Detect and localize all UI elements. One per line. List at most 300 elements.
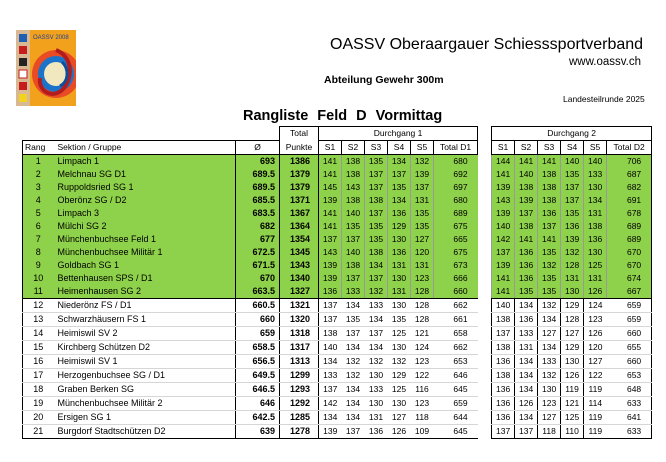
d1-s2-cell: 138 [342, 155, 365, 169]
gap-cell [478, 220, 492, 233]
d1-s4-cell: 130 [388, 299, 411, 313]
d2-s5-cell: 134 [584, 194, 607, 207]
total-d2-cell: 655 [607, 341, 652, 355]
points-cell: 1379 [280, 168, 319, 181]
total-d1-cell: 673 [434, 259, 478, 272]
d1-s1-cell: 139 [319, 194, 342, 207]
d2-s2-cell: 136 [515, 272, 538, 285]
header-d2-s3: S3 [538, 141, 561, 155]
d1-s2-cell: 134 [342, 299, 365, 313]
d2-s4-cell: 121 [561, 397, 584, 411]
d1-s5-cell: 121 [411, 327, 434, 341]
d1-s1-cell: 141 [319, 207, 342, 220]
total-d1-cell: 661 [434, 313, 478, 327]
d2-s2-cell: 135 [515, 285, 538, 299]
total-d2-cell: 706 [607, 155, 652, 169]
d2-s3-cell: 134 [538, 341, 561, 355]
section-cell: Niederönz FS / D1 [54, 299, 236, 313]
website-url[interactable]: www.oassv.ch [569, 56, 642, 68]
average-cell: 663.5 [236, 285, 280, 299]
average-cell: 660 [236, 313, 280, 327]
total-d1-cell: 675 [434, 220, 478, 233]
d1-s3-cell: 138 [365, 194, 388, 207]
section-cell: Limpach 1 [54, 155, 236, 169]
d1-s2-cell: 134 [342, 383, 365, 397]
gap-cell [478, 299, 492, 313]
d1-s1-cell: 137 [319, 383, 342, 397]
d1-s5-cell: 122 [411, 369, 434, 383]
d1-s4-cell: 134 [388, 194, 411, 207]
points-cell: 1292 [280, 397, 319, 411]
section-cell: Oberönz SG / D2 [54, 194, 236, 207]
header-round2: Durchgang 2 [492, 127, 652, 141]
d2-s5-cell: 123 [584, 313, 607, 327]
d1-s3-cell: 137 [365, 181, 388, 194]
d2-s5-cell: 126 [584, 327, 607, 341]
gap-cell [478, 425, 492, 439]
d2-s5-cell: 130 [584, 181, 607, 194]
gap-cell [478, 369, 492, 383]
rank-cell: 12 [23, 299, 54, 313]
d2-s5-cell: 120 [584, 341, 607, 355]
table-row [23, 168, 652, 181]
d1-s3-cell: 132 [365, 355, 388, 369]
points-cell: 1340 [280, 272, 319, 285]
points-cell: 1317 [280, 341, 319, 355]
average-cell: 685.5 [236, 194, 280, 207]
d2-s3-cell: 130 [538, 383, 561, 397]
d2-s1-cell: 141 [492, 272, 515, 285]
d2-s1-cell: 141 [492, 285, 515, 299]
d1-s1-cell: 137 [319, 299, 342, 313]
total-d1-cell: 666 [434, 272, 478, 285]
d2-s3-cell: 123 [538, 397, 561, 411]
section-cell: Melchnau SG D1 [54, 168, 236, 181]
d2-s4-cell: 130 [561, 355, 584, 369]
d1-s4-cell: 132 [388, 355, 411, 369]
d2-s3-cell: 138 [538, 168, 561, 181]
points-cell: 1278 [280, 425, 319, 439]
total-d2-cell: 653 [607, 369, 652, 383]
d1-s5-cell: 128 [411, 285, 434, 299]
d2-s5-cell: 119 [584, 411, 607, 425]
average-cell: 677 [236, 233, 280, 246]
d1-s3-cell: 135 [365, 155, 388, 169]
d1-s4-cell: 135 [388, 181, 411, 194]
header-total-d1: Total D1 [434, 141, 478, 155]
ranking-table [22, 126, 652, 439]
gap-cell [478, 181, 492, 194]
d2-s4-cell: 132 [561, 246, 584, 259]
points-cell: 1386 [280, 155, 319, 169]
d2-s1-cell: 136 [492, 411, 515, 425]
d1-s1-cell: 133 [319, 369, 342, 383]
d2-s1-cell: 142 [492, 233, 515, 246]
section-cell: Münchenbuchsee Militär 2 [54, 397, 236, 411]
header-section: Sektion / Gruppe [54, 141, 236, 155]
d1-s4-cell: 129 [388, 369, 411, 383]
d2-s1-cell: 136 [492, 355, 515, 369]
d2-s3-cell: 132 [538, 369, 561, 383]
d2-s4-cell: 119 [561, 383, 584, 397]
d2-s5-cell: 127 [584, 355, 607, 369]
total-d2-cell: 660 [607, 355, 652, 369]
table-row [23, 246, 652, 259]
d1-s1-cell: 145 [319, 181, 342, 194]
points-cell: 1371 [280, 194, 319, 207]
gap-cell [478, 272, 492, 285]
d2-s1-cell: 143 [492, 194, 515, 207]
total-d2-cell: 633 [607, 397, 652, 411]
total-d2-cell: 659 [607, 299, 652, 313]
section-cell: Schwarzhäusern FS 1 [54, 313, 236, 327]
d2-s2-cell: 134 [515, 299, 538, 313]
d2-s1-cell: 140 [492, 299, 515, 313]
table-row [23, 411, 652, 425]
d1-s2-cell: 138 [342, 168, 365, 181]
table-row [23, 299, 652, 313]
header-total-d2: Total D2 [607, 141, 652, 155]
d1-s3-cell: 137 [365, 327, 388, 341]
total-d1-cell: 660 [434, 285, 478, 299]
total-d1-cell: 658 [434, 327, 478, 341]
gap-cell [478, 411, 492, 425]
d1-s2-cell: 137 [342, 233, 365, 246]
total-d2-cell: 670 [607, 246, 652, 259]
average-cell: 682 [236, 220, 280, 233]
total-d1-cell: 665 [434, 233, 478, 246]
d2-s3-cell: 136 [538, 207, 561, 220]
d1-s1-cell: 138 [319, 327, 342, 341]
total-d2-cell: 689 [607, 233, 652, 246]
d2-s2-cell: 126 [515, 397, 538, 411]
d2-s3-cell: 137 [538, 220, 561, 233]
header-d2-s5: S5 [584, 141, 607, 155]
d2-s1-cell: 136 [492, 383, 515, 397]
table-row [23, 355, 652, 369]
d2-s1-cell: 137 [492, 425, 515, 439]
header-d2-s4: S4 [561, 141, 584, 155]
total-d2-cell: 660 [607, 327, 652, 341]
d2-s2-cell: 134 [515, 355, 538, 369]
rank-cell: 16 [23, 355, 54, 369]
d2-s4-cell: 126 [561, 369, 584, 383]
section-cell: Graben Berken SG [54, 383, 236, 397]
d1-s1-cell: 139 [319, 259, 342, 272]
d2-s3-cell: 127 [538, 327, 561, 341]
d1-s2-cell: 143 [342, 181, 365, 194]
d2-s5-cell: 119 [584, 383, 607, 397]
total-d1-cell: 645 [434, 425, 478, 439]
d1-s3-cell: 135 [365, 233, 388, 246]
d1-s3-cell: 137 [365, 168, 388, 181]
total-d2-cell: 667 [607, 285, 652, 299]
total-d1-cell: 697 [434, 181, 478, 194]
gap-cell [478, 327, 492, 341]
d2-s1-cell: 138 [492, 313, 515, 327]
d2-s2-cell: 140 [515, 168, 538, 181]
points-cell: 1313 [280, 355, 319, 369]
points-cell: 1364 [280, 220, 319, 233]
rank-cell: 21 [23, 425, 54, 439]
d2-s3-cell: 127 [538, 411, 561, 425]
rank-cell: 5 [23, 207, 54, 220]
header-round1: Durchgang 1 [319, 127, 478, 141]
points-cell: 1345 [280, 246, 319, 259]
d2-s4-cell: 128 [561, 313, 584, 327]
total-d2-cell: 633 [607, 425, 652, 439]
d2-s2-cell: 137 [515, 207, 538, 220]
rank-cell: 1 [23, 155, 54, 169]
d1-s1-cell: 136 [319, 285, 342, 299]
rank-cell: 19 [23, 397, 54, 411]
total-d1-cell: 675 [434, 246, 478, 259]
gap-cell [478, 259, 492, 272]
header-d1-s4: S4 [388, 141, 411, 155]
header-d1-s1: S1 [319, 141, 342, 155]
total-d1-cell: 689 [434, 207, 478, 220]
d2-s1-cell: 139 [492, 207, 515, 220]
d2-s3-cell: 138 [538, 194, 561, 207]
d1-s2-cell: 132 [342, 355, 365, 369]
points-cell: 1367 [280, 207, 319, 220]
d2-s5-cell: 126 [584, 285, 607, 299]
average-cell: 656.5 [236, 355, 280, 369]
gap-cell [478, 313, 492, 327]
average-cell: 642.5 [236, 411, 280, 425]
d2-s2-cell: 141 [515, 155, 538, 169]
header-points: Punkte [280, 141, 319, 155]
d2-s5-cell: 119 [584, 425, 607, 439]
average-cell: 660.5 [236, 299, 280, 313]
d1-s3-cell: 131 [365, 411, 388, 425]
d2-s5-cell: 136 [584, 233, 607, 246]
gap-cell [478, 397, 492, 411]
d1-s4-cell: 136 [388, 207, 411, 220]
d2-s4-cell: 131 [561, 272, 584, 285]
d2-s4-cell: 139 [561, 233, 584, 246]
total-d2-cell: 687 [607, 168, 652, 181]
rank-cell: 18 [23, 383, 54, 397]
d2-s3-cell: 135 [538, 285, 561, 299]
d1-s4-cell: 130 [388, 397, 411, 411]
d2-s2-cell: 138 [515, 220, 538, 233]
d2-s4-cell: 136 [561, 220, 584, 233]
d1-s5-cell: 128 [411, 313, 434, 327]
d1-s1-cell: 143 [319, 246, 342, 259]
section-cell: Burgdorf Stadtschützen D2 [54, 425, 236, 439]
d1-s5-cell: 118 [411, 411, 434, 425]
points-cell: 1379 [280, 181, 319, 194]
total-d2-cell: 678 [607, 207, 652, 220]
d2-s5-cell: 140 [584, 155, 607, 169]
d1-s2-cell: 135 [342, 220, 365, 233]
d1-s5-cell: 123 [411, 355, 434, 369]
d1-s4-cell: 130 [388, 233, 411, 246]
d2-s4-cell: 137 [561, 181, 584, 194]
total-d1-cell: 680 [434, 194, 478, 207]
d2-s4-cell: 135 [561, 207, 584, 220]
rank-cell: 2 [23, 168, 54, 181]
organization-title: OASSV Oberaargauer Schiesssportverband [330, 36, 644, 53]
d2-s1-cell: 138 [492, 369, 515, 383]
average-cell: 646 [236, 397, 280, 411]
table-row [23, 425, 652, 439]
rank-cell: 8 [23, 246, 54, 259]
d2-s1-cell: 136 [492, 397, 515, 411]
d2-s2-cell: 139 [515, 194, 538, 207]
d1-s5-cell: 116 [411, 383, 434, 397]
d1-s2-cell: 140 [342, 207, 365, 220]
gap-cell [478, 233, 492, 246]
points-cell: 1299 [280, 369, 319, 383]
d2-s4-cell: 130 [561, 285, 584, 299]
d2-s3-cell: 132 [538, 259, 561, 272]
d2-s2-cell: 133 [515, 327, 538, 341]
d1-s1-cell: 137 [319, 233, 342, 246]
d1-s5-cell: 124 [411, 341, 434, 355]
table-row [23, 220, 652, 233]
total-d2-cell: 674 [607, 272, 652, 285]
table-row [23, 369, 652, 383]
points-cell: 1354 [280, 233, 319, 246]
d2-s3-cell: 141 [538, 155, 561, 169]
gap-cell [478, 168, 492, 181]
d2-s1-cell: 144 [492, 155, 515, 169]
total-d1-cell: 646 [434, 369, 478, 383]
d2-s2-cell: 136 [515, 313, 538, 327]
d1-s2-cell: 134 [342, 411, 365, 425]
d2-s4-cell: 135 [561, 168, 584, 181]
d2-s2-cell: 137 [515, 425, 538, 439]
d1-s3-cell: 130 [365, 369, 388, 383]
table-row [23, 259, 652, 272]
section-cell: Münchenbuchsee Militär 1 [54, 246, 236, 259]
d1-s3-cell: 137 [365, 272, 388, 285]
d1-s4-cell: 126 [388, 425, 411, 439]
d1-s1-cell: 141 [319, 220, 342, 233]
d2-s5-cell: 130 [584, 246, 607, 259]
d1-s4-cell: 135 [388, 313, 411, 327]
d1-s3-cell: 134 [365, 259, 388, 272]
d2-s4-cell: 140 [561, 155, 584, 169]
d1-s3-cell: 135 [365, 220, 388, 233]
points-cell: 1320 [280, 313, 319, 327]
header-d1-s5: S5 [411, 141, 434, 155]
table-row [23, 233, 652, 246]
division-label: Abteilung Gewehr 300m [324, 74, 444, 86]
average-cell: 646.5 [236, 383, 280, 397]
d1-s1-cell: 141 [319, 168, 342, 181]
d2-s3-cell: 135 [538, 272, 561, 285]
d1-s2-cell: 140 [342, 246, 365, 259]
d1-s5-cell: 131 [411, 259, 434, 272]
d2-s5-cell: 131 [584, 272, 607, 285]
d2-s3-cell: 132 [538, 299, 561, 313]
total-d1-cell: 680 [434, 155, 478, 169]
rank-cell: 4 [23, 194, 54, 207]
d2-s5-cell: 124 [584, 299, 607, 313]
header-avg: Ø [236, 141, 280, 155]
d1-s3-cell: 134 [365, 313, 388, 327]
table-row [23, 285, 652, 299]
d2-s5-cell: 133 [584, 168, 607, 181]
d1-s5-cell: 131 [411, 194, 434, 207]
table-row [23, 313, 652, 327]
average-cell: 689.5 [236, 181, 280, 194]
rank-cell: 6 [23, 220, 54, 233]
d1-s2-cell: 137 [342, 327, 365, 341]
points-cell: 1321 [280, 299, 319, 313]
table-row [23, 397, 652, 411]
d1-s3-cell: 138 [365, 246, 388, 259]
d2-s3-cell: 141 [538, 233, 561, 246]
d1-s5-cell: 123 [411, 397, 434, 411]
points-cell: 1318 [280, 327, 319, 341]
d1-s5-cell: 127 [411, 233, 434, 246]
total-d2-cell: 689 [607, 220, 652, 233]
d1-s2-cell: 137 [342, 272, 365, 285]
rank-cell: 3 [23, 181, 54, 194]
average-cell: 689.5 [236, 168, 280, 181]
header-d1-s3: S3 [365, 141, 388, 155]
rank-cell: 9 [23, 259, 54, 272]
average-cell: 672.5 [236, 246, 280, 259]
d1-s5-cell: 123 [411, 272, 434, 285]
points-cell: 1327 [280, 285, 319, 299]
header-d1-s2: S2 [342, 141, 365, 155]
total-d2-cell: 641 [607, 411, 652, 425]
d2-s5-cell: 138 [584, 220, 607, 233]
d2-s4-cell: 137 [561, 194, 584, 207]
d2-s3-cell: 133 [538, 355, 561, 369]
gap-cell [478, 285, 492, 299]
total-d2-cell: 659 [607, 313, 652, 327]
d1-s1-cell: 141 [319, 155, 342, 169]
points-cell: 1293 [280, 383, 319, 397]
table-row [23, 272, 652, 285]
d1-s3-cell: 137 [365, 207, 388, 220]
section-cell: Bettenhausen SPS / D1 [54, 272, 236, 285]
gap-cell [478, 207, 492, 220]
d2-s1-cell: 137 [492, 327, 515, 341]
d2-s2-cell: 131 [515, 341, 538, 355]
d2-s2-cell: 141 [515, 233, 538, 246]
d1-s2-cell: 137 [342, 425, 365, 439]
rank-cell: 11 [23, 285, 54, 299]
d2-s2-cell: 134 [515, 411, 538, 425]
table-row [23, 194, 652, 207]
d2-s2-cell: 136 [515, 259, 538, 272]
section-cell: Mülchi SG 2 [54, 220, 236, 233]
rank-cell: 15 [23, 341, 54, 355]
d2-s1-cell: 139 [492, 181, 515, 194]
total-d2-cell: 648 [607, 383, 652, 397]
gap-cell [478, 155, 492, 169]
total-d1-cell: 645 [434, 383, 478, 397]
d1-s4-cell: 125 [388, 327, 411, 341]
d2-s1-cell: 137 [492, 246, 515, 259]
section-cell: Ruppoldsried SG 1 [54, 181, 236, 194]
logo-text: OASSV 2008 [33, 35, 69, 41]
d2-s4-cell: 125 [561, 411, 584, 425]
total-d1-cell: 662 [434, 341, 478, 355]
gap-cell [478, 246, 492, 259]
gap-cell [478, 341, 492, 355]
total-d2-cell: 682 [607, 181, 652, 194]
header-total-top: Total [280, 127, 319, 141]
gap-cell [478, 194, 492, 207]
